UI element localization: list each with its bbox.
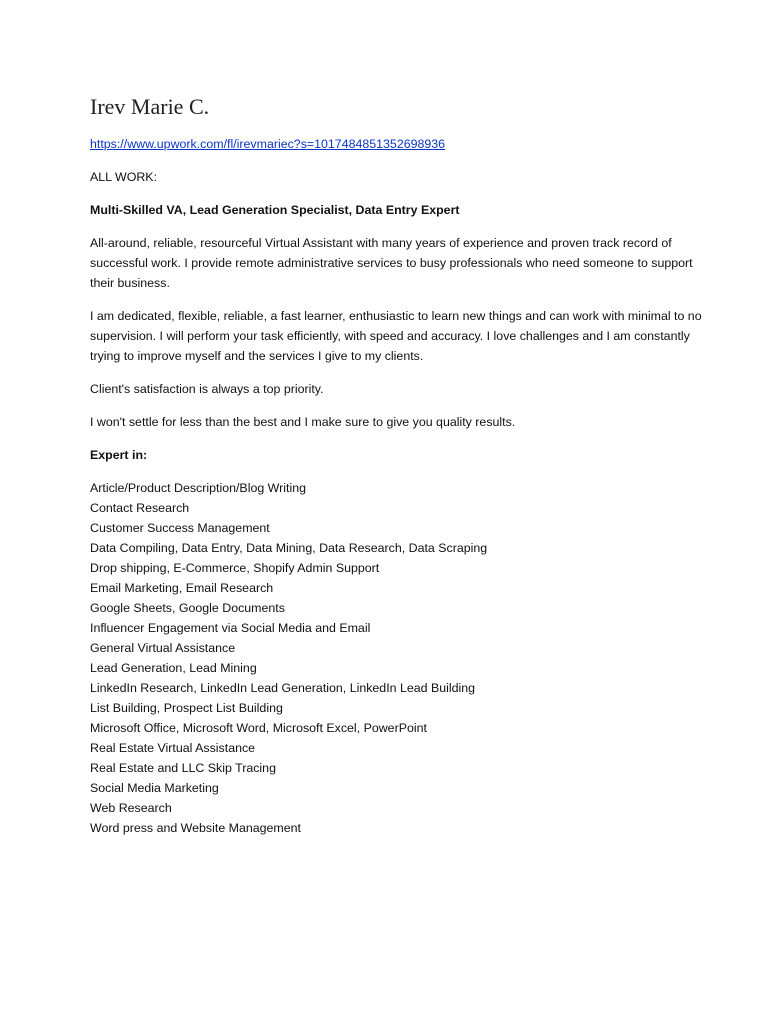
page-title: Irev Marie C. [90,94,210,119]
list-item: List Building, Prospect List Building [90,701,283,715]
paragraph-qualities: I am dedicated, flexible, reliable, a fast learner, enthusiastic to learn new things and can work with minimal to no supervision. I will perform your task efficiently, with speed and accuracy. I love challenges and I am constantly trying to improve myself and the services I give to my clients. [90,309,702,363]
list-item: Lead Generation, Lead Mining [90,661,257,675]
list-item: Word press and Website Management [90,821,301,835]
paragraph-summary: All-around, reliable, resourceful Virtual Assistant with many years of experience and proven track record of successful work. I provide remote administrative services to busy professionals who need someone to support their business. [90,236,693,290]
list-item: Social Media Marketing [90,781,219,795]
list-item: Customer Success Management [90,521,270,535]
list-item: Email Marketing, Email Research [90,581,274,595]
paragraph-satisfaction: Client's satisfaction is always a top priority. [90,382,324,396]
section-label: ALL WORK: [90,170,158,184]
list-item: Real Estate Virtual Assistance [90,741,256,755]
list-item: Data Compiling, Data Entry, Data Mining, Data Research, Data Scraping [90,541,488,555]
expert-heading: Expert in: [90,448,148,462]
headline: Multi-Skilled VA, Lead Generation Specialist, Data Entry Expert [90,203,460,217]
profile-link[interactable]: https://www.upwork.com/fl/irevmariec?s=1017484851352698936 [90,137,446,151]
list-item: LinkedIn Research, LinkedIn Lead Generation, LinkedIn Lead Building [90,681,476,695]
list-item: Influencer Engagement via Social Media and Email [90,621,371,635]
skills-list [90,478,708,838]
list-item: Drop shipping, E-Commerce, Shopify Admin Support [90,561,380,575]
list-item: Article/Product Description/Blog Writing [90,481,307,495]
list-item: Microsoft Office, Microsoft Word, Microsoft Excel, PowerPoint [90,721,427,735]
list-item: Google Sheets, Google Documents [90,601,285,615]
list-item: General Virtual Assistance [90,641,236,655]
list-item: Contact Research [90,501,190,515]
list-item: Real Estate and LLC Skip Tracing [90,761,276,775]
paragraph-quality: I won't settle for less than the best and I make sure to give you quality results. [90,415,516,429]
list-item: Web Research [90,801,172,815]
